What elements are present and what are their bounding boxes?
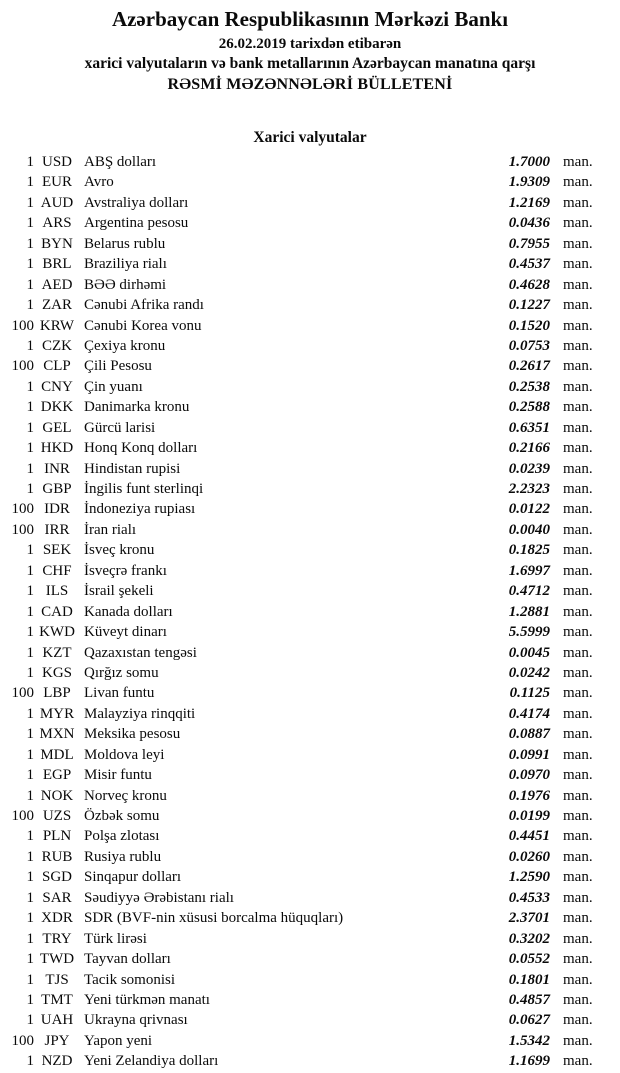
currency-name: Qazaxıstan tengəsi [84,644,197,661]
unit-label: man. [563,194,593,211]
exchange-rate: 0.0242 [508,664,550,681]
exchange-rate: 0.4174 [508,705,550,722]
currency-code: CNY [41,378,73,395]
exchange-rate: 2.2323 [508,481,550,497]
quantity: 100 [11,358,34,375]
currency-name: Çili Pesosu [84,358,152,375]
exchange-rate: 0.1976 [508,787,550,804]
exchange-rate: 0.0627 [508,1012,550,1029]
unit-label: man. [563,889,593,906]
currency-name: SDR (BVF-nin xüsusi borcalma hüquqları) [84,910,344,927]
exchange-rate: 1.1699 [508,1053,550,1070]
table-row [0,459,620,479]
unit-label: man. [563,603,593,620]
unit-label: man. [563,378,593,395]
currency-name: Küveyt dinarı [84,624,167,641]
exchange-rate: 1.9309 [508,174,550,191]
table-row [0,520,620,540]
currency-code: NOK [40,787,74,804]
table-row [0,172,620,192]
quantity: 100 [11,317,34,334]
exchange-rate: 0.2588 [508,399,550,416]
currency-name: İsrail şekeli [84,583,154,600]
currency-code: KRW [39,317,75,334]
exchange-rate: 0.0970 [508,767,550,784]
unit-label: man. [563,583,593,600]
currency-name: Honq Konq dolları [84,440,198,457]
currency-name: Polşa zlotası [84,828,160,845]
currency-code: BYN [41,235,73,252]
currency-code: CLP [43,358,71,375]
exchange-rate: 0.0122 [508,501,550,518]
currency-code: USD [41,154,72,170]
currency-name: Tacik somonisi [84,971,176,988]
table-row [0,949,620,969]
currency-code: LBP [43,685,71,702]
currency-name: Tayvan dolları [84,951,171,968]
table-row [0,847,620,867]
unit-label: man. [563,685,593,702]
currency-name: ABŞ dolları [84,154,157,170]
exchange-rate: 0.6351 [508,419,550,436]
unit-label: man. [563,1032,593,1049]
unit-label: man. [563,971,593,988]
quantity: 1 [26,624,34,641]
currency-name: Sinqapur dolları [84,869,182,886]
currency-code: BRL [42,256,72,273]
currency-code: KWD [39,624,75,641]
table-row [0,377,620,397]
exchange-rate: 0.0991 [508,746,550,763]
unit-label: man. [563,991,593,1008]
currency-code: INR [44,460,70,477]
unit-label: man. [563,910,593,927]
table-row [0,581,620,601]
quantity: 1 [26,215,34,232]
unit-label: man. [563,624,593,641]
exchange-rate: 0.1825 [508,542,550,559]
exchange-rate: 0.1801 [508,971,550,988]
unit-label: man. [563,930,593,947]
table-row [0,786,620,806]
unit-label: man. [563,481,593,497]
unit-label: man. [563,746,593,763]
currency-name: Özbək somu [84,808,160,824]
table-row [0,888,620,908]
currency-code: MDL [40,746,74,763]
currency-code: EUR [42,174,72,191]
quantity: 1 [26,562,34,579]
currency-code: AUD [40,194,74,211]
currency-code: ZAR [42,297,72,314]
exchange-rate: 1.2590 [508,869,550,886]
table-row [0,479,620,499]
currency-code: TRY [42,930,72,947]
unit-label: man. [563,174,593,191]
table-row [0,663,620,683]
exchange-rate: 0.2538 [508,378,550,395]
bulletin-title: RƏSMİ MƏZƏNNƏLƏRİ BÜLLETENİ [167,76,453,93]
currency-name: Cənubi Korea vonu [84,317,202,334]
currency-name: Argentina pesosu [84,215,189,232]
currency-name: Moldova leyi [84,746,165,763]
table-row [0,275,620,295]
currency-code: XDR [41,910,73,927]
currency-code: HKD [40,440,74,457]
currency-code: RUB [41,848,73,865]
table-row [0,561,620,581]
currency-code: TWD [39,951,75,968]
currency-code: MYR [39,705,75,722]
currency-name: Yeni Zelandiya dolları [84,1053,219,1070]
exchange-rate: 5.5999 [508,624,550,641]
quantity: 100 [11,808,34,824]
currency-code: ILS [45,583,69,600]
unit-label: man. [563,358,593,375]
currency-code: IDR [44,501,70,518]
table-row [0,683,620,703]
quantity: 1 [26,337,34,354]
currency-code: CHF [42,562,72,579]
unit-label: man. [563,215,593,232]
currency-name: Yeni türkmən manatı [84,991,210,1008]
table-row [0,499,620,519]
unit-label: man. [563,501,593,518]
currency-name: Belarus rublu [84,235,166,252]
bulletin-header [0,0,620,96]
quantity: 1 [26,440,34,457]
currency-code: UAH [40,1012,74,1029]
currency-code: UZS [42,808,72,824]
table-row [0,990,620,1010]
currency-name: Çin yuanı [84,378,143,395]
quantity: 1 [26,910,34,927]
quantity: 1 [26,460,34,477]
currency-code: SAR [42,889,72,906]
table-row [0,826,620,846]
quantity: 1 [26,583,34,600]
exchange-rate: 0.4533 [508,889,550,906]
currency-code: MXN [39,726,75,743]
unit-label: man. [563,297,593,314]
table-row [0,254,620,274]
quantity: 100 [11,1032,34,1049]
quantity: 100 [11,501,34,518]
exchange-rate: 0.1520 [508,317,550,334]
unit-label: man. [563,808,593,824]
exchange-rate: 0.0753 [508,337,550,354]
exchange-rate: 1.5342 [508,1032,550,1049]
currency-name: Hindistan rupisi [84,460,181,477]
unit-label: man. [563,767,593,784]
table-row [0,397,620,417]
table-row [0,908,620,928]
exchange-rate: 1.2881 [508,603,550,620]
unit-label: man. [563,235,593,252]
currency-name: Braziliya rialı [84,256,167,273]
table-row [0,806,620,826]
currency-name: Yapon yeni [84,1032,153,1049]
quantity: 100 [11,685,34,702]
unit-label: man. [563,440,593,457]
unit-label: man. [563,337,593,354]
quantity: 1 [26,276,34,293]
quantity: 100 [11,521,34,538]
unit-label: man. [563,705,593,722]
quantity: 1 [26,930,34,947]
currency-name: Kanada dolları [84,603,173,620]
currency-code: AED [41,276,73,293]
currency-name: Ukrayna qrivnası [84,1012,188,1029]
exchange-rate: 0.2166 [508,440,550,457]
quantity: 1 [26,1012,34,1029]
exchange-rate: 0.4712 [508,583,550,600]
unit-label: man. [563,276,593,293]
unit-label: man. [563,828,593,845]
quantity: 1 [26,542,34,559]
table-row [0,295,620,315]
currency-code: TJS [45,971,69,988]
quantity: 1 [26,705,34,722]
table-row [0,418,620,438]
exchange-rate: 0.4537 [508,256,550,273]
unit-label: man. [563,460,593,477]
currency-code: CAD [41,603,73,620]
quantity: 1 [26,399,34,416]
unit-label: man. [563,317,593,334]
currency-code: GBP [42,481,72,497]
currency-name: Danimarka kronu [84,399,190,416]
unit-label: man. [563,644,593,661]
quantity: 1 [26,154,34,170]
exchange-rate: 0.0045 [508,644,550,661]
table-row [0,438,620,458]
currency-code: GEL [42,419,72,436]
currency-name: BƏƏ dirhəmi [84,276,167,293]
quantity: 1 [26,194,34,211]
exchange-rate: 1.2169 [508,194,550,211]
currency-code: SGD [41,869,72,886]
unit-label: man. [563,521,593,538]
table-row [0,213,620,233]
quantity: 1 [26,991,34,1008]
table-row [0,765,620,785]
currency-name: İngilis funt sterlinqi [84,481,204,497]
table-row [0,643,620,663]
quantity: 1 [26,787,34,804]
table-row [0,336,620,356]
quantity: 1 [26,848,34,865]
table-row [0,1010,620,1030]
unit-label: man. [563,664,593,681]
unit-label: man. [563,399,593,416]
currency-code: JPY [44,1032,70,1049]
currency-name: İndoneziya rupiası [84,501,196,518]
currency-name: Avro [84,174,114,191]
currency-name: Gürcü larisi [84,419,156,436]
currency-code: NZD [41,1053,73,1070]
unit-label: man. [563,848,593,865]
currency-name: Cənubi Afrika randı [84,297,204,314]
exchange-rate: 1.7000 [508,154,550,170]
exchange-rate: 0.4451 [508,828,550,845]
exchange-rate: 0.0552 [508,951,550,968]
exchange-rate: 0.1125 [509,685,550,702]
table-row [0,970,620,990]
bulletin-subtitle: xarici valyutaların və bank metallarının Azərbaycan manatına qarşı [84,55,536,72]
rates-table [0,152,620,1072]
exchange-rate: 1.6997 [508,562,550,579]
table-row [0,193,620,213]
currency-code: KGS [41,664,72,681]
exchange-rate: 0.4857 [508,991,550,1008]
section-title-foreign-currencies: Xarici valyutalar [253,129,367,146]
currency-code: TMT [41,991,73,1008]
exchange-rate: 0.0239 [508,460,550,477]
effective-date-line: 26.02.2019 tarixdən etibarən [218,36,402,52]
exchange-rate: 0.0260 [508,848,550,865]
table-row [0,724,620,744]
currency-name: Meksika pesosu [84,726,181,743]
unit-label: man. [563,256,593,273]
table-row [0,356,620,376]
quantity: 1 [26,664,34,681]
currency-name: Malayziya rinqqiti [84,705,196,722]
quantity: 1 [26,481,34,497]
currency-name: Livan funtu [84,685,155,702]
currency-name: Türk lirəsi [84,930,147,947]
quantity: 1 [26,419,34,436]
quantity: 1 [26,767,34,784]
currency-code: KZT [42,644,72,661]
quantity: 1 [26,746,34,763]
unit-label: man. [563,869,593,886]
exchange-rate: 0.0199 [508,808,550,824]
table-row [0,152,620,172]
table-row [0,316,620,336]
currency-name: Qırğız somu [84,664,159,681]
exchange-rate: 2.3701 [508,910,550,927]
table-row [0,929,620,949]
exchange-rate: 0.0040 [508,521,550,538]
exchange-rate: 0.7955 [508,235,550,252]
bank-title: Azərbaycan Respublikasının Mərkəzi Bankı [111,7,509,31]
currency-code: SEK [42,542,72,559]
unit-label: man. [563,154,593,170]
quantity: 1 [26,174,34,191]
table-row [0,234,620,254]
unit-label: man. [563,562,593,579]
currency-name: İran rialı [84,521,137,538]
currency-code: CZK [42,337,72,354]
unit-label: man. [563,1053,593,1070]
unit-label: man. [563,726,593,743]
exchange-rate: 0.1227 [508,297,550,314]
exchange-rate: 0.4628 [508,276,550,293]
unit-label: man. [563,419,593,436]
unit-label: man. [563,787,593,804]
table-row [0,1051,620,1071]
table-row [0,867,620,887]
unit-label: man. [563,542,593,559]
table-row [0,745,620,765]
quantity: 1 [26,828,34,845]
currency-code: DKK [40,399,74,416]
quantity: 1 [26,971,34,988]
unit-label: man. [563,1012,593,1029]
currency-name: İsveçrə frankı [84,562,167,579]
currency-name: Misir funtu [84,767,152,784]
quantity: 1 [26,889,34,906]
exchange-rate: 0.2617 [508,358,550,375]
quantity: 1 [26,603,34,620]
currency-name: Rusiya rublu [84,848,162,865]
quantity: 1 [26,726,34,743]
exchange-rate: 0.3202 [508,930,550,947]
quantity: 1 [26,378,34,395]
currency-name: Səudiyyə Ərəbistanı rialı [84,889,234,906]
quantity: 1 [26,1053,34,1070]
currency-name: Avstraliya dolları [84,194,189,211]
quantity: 1 [26,951,34,968]
currency-name: Çexiya kronu [84,337,166,354]
exchange-rate: 0.0887 [508,726,550,743]
currency-code: IRR [44,521,70,538]
exchange-rate: 0.0436 [508,215,550,232]
quantity: 1 [26,256,34,273]
currency-code: ARS [42,215,72,232]
currency-name: İsveç kronu [84,542,155,559]
currency-code: EGP [42,767,72,784]
quantity: 1 [26,235,34,252]
quantity: 1 [26,869,34,886]
currency-name: Norveç kronu [84,787,167,804]
quantity: 1 [26,297,34,314]
table-row [0,602,620,622]
table-row [0,704,620,724]
table-row [0,1031,620,1051]
currency-code: PLN [42,828,72,845]
unit-label: man. [563,951,593,968]
table-row [0,622,620,642]
quantity: 1 [26,644,34,661]
table-row [0,540,620,560]
